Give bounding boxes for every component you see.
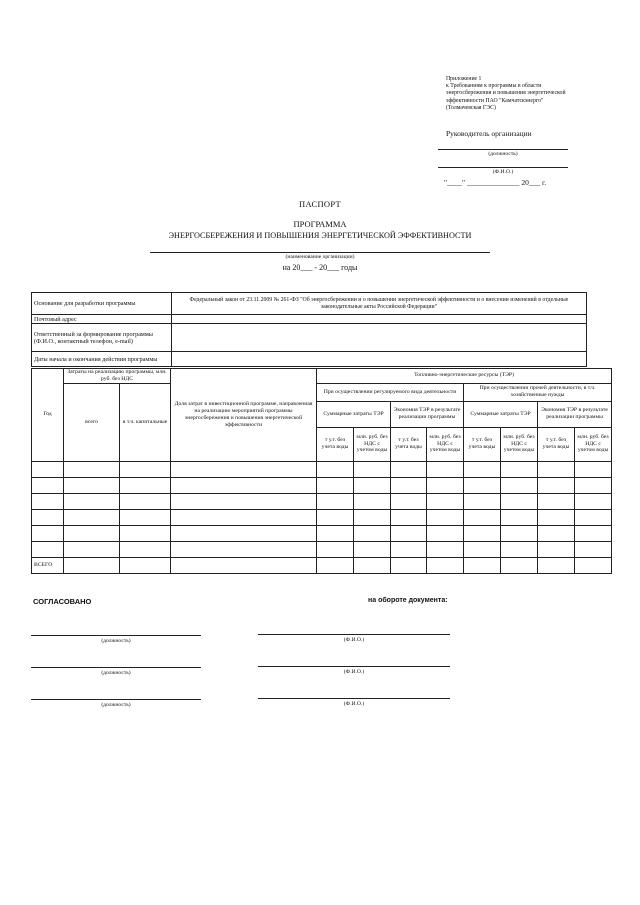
table-cell[interactable]: [120, 461, 171, 477]
total-row-label: ВСЕГО: [32, 557, 64, 573]
approval-note-line: энергосбережения и повышения энергетической: [446, 90, 566, 97]
regulated-activity-header: При осуществлении регулируемого вида деятельности: [317, 383, 464, 401]
table-row: [32, 315, 587, 324]
table-cell[interactable]: [354, 541, 391, 557]
table-cell[interactable]: [120, 509, 171, 525]
table-cell[interactable]: [538, 477, 575, 493]
other-total-costs-header: Суммарные затраты ТЭР: [464, 401, 538, 427]
approval-note-line: к Требованиям к программы в области: [446, 83, 542, 90]
costs-header: Затраты на реализацию программы, млн. руб. без НДС: [64, 369, 171, 384]
table-cell[interactable]: [32, 477, 64, 493]
position-caption: (должность): [101, 670, 131, 676]
table-cell[interactable]: [317, 525, 354, 541]
table-cell[interactable]: [464, 509, 501, 525]
table-row: [32, 525, 612, 541]
table-cell[interactable]: [354, 557, 391, 573]
approval-note: [446, 76, 590, 112]
table-cell[interactable]: [427, 509, 464, 525]
program-title: ПРОГРАММА: [293, 219, 347, 229]
table-cell[interactable]: [64, 509, 120, 525]
table-cell[interactable]: [427, 525, 464, 541]
program-years[interactable]: на 20___ - 20___ годы: [282, 263, 358, 272]
agreed-fio-line-3[interactable]: [258, 698, 450, 699]
table-cell[interactable]: [171, 477, 317, 493]
table-body: [32, 461, 612, 557]
table-cell[interactable]: [427, 493, 464, 509]
unit-header: т у.т. без учета воды: [391, 427, 427, 461]
table-cell[interactable]: [391, 541, 427, 557]
table-cell[interactable]: [354, 493, 391, 509]
fio-caption: (Ф.И.О.): [492, 169, 514, 175]
agreed-fio-line-1[interactable]: [258, 634, 450, 635]
responsible-label: Ответственный за формирование программы (Ф.И.О., контактный телефон, e-mail): [32, 324, 172, 352]
table-cell[interactable]: [354, 477, 391, 493]
table-cell[interactable]: [64, 541, 120, 557]
table-cell[interactable]: [538, 541, 575, 557]
other-savings-header: Экономия ТЭР в результате реализации программы: [538, 401, 612, 427]
fio-caption: (Ф.И.О.): [343, 637, 365, 643]
table-header-row: [32, 369, 612, 384]
table-row: [32, 461, 612, 477]
table-cell[interactable]: [501, 509, 538, 525]
table-cell[interactable]: [32, 541, 64, 557]
fio-caption: (Ф.И.О.): [343, 669, 365, 675]
table-cell[interactable]: [354, 509, 391, 525]
dates-value[interactable]: [171, 352, 586, 367]
table-cell[interactable]: [64, 477, 120, 493]
organization-caption: (наименование организации): [285, 254, 355, 260]
regulated-savings-header: Экономия ТЭР в результате реализации программы: [391, 401, 464, 427]
position-caption: (должность): [488, 151, 518, 157]
table-row: [32, 352, 587, 367]
table-cell[interactable]: [538, 493, 575, 509]
table-cell[interactable]: [317, 509, 354, 525]
table-cell[interactable]: [427, 461, 464, 477]
fio-caption: (Ф.И.О.): [343, 701, 365, 707]
agreed-position-line-3[interactable]: [31, 699, 201, 700]
basis-value: Федеральный закон от 23.11.2009 № 261-ФЗ "Об энергосбережении и о повышении энергетической эффективности и о внесении изменений в отдельные законодательные акты Российской Федерации": [171, 293, 586, 315]
unit-header: млн. руб. без НДС с учетом воды: [427, 427, 464, 461]
table-row: [32, 293, 587, 315]
table-cell[interactable]: [464, 477, 501, 493]
table-cell[interactable]: [64, 525, 120, 541]
table-header-row: [32, 383, 612, 401]
table-cell[interactable]: [464, 541, 501, 557]
unit-header: млн. руб. без НДС с учетом воды: [354, 427, 391, 461]
agreed-position-line-1[interactable]: [31, 635, 201, 636]
approval-note-line: (Толмачевская ГЭС): [446, 104, 496, 111]
program-subject: ЭНЕРГОСБЕРЕЖЕНИЯ И ПОВЫШЕНИЯ ЭНЕРГЕТИЧЕСКОЙ ЭФФЕКТИВНОСТИ: [168, 231, 472, 240]
table-cell[interactable]: [501, 525, 538, 541]
unit-header: т у.т. без учета воды: [538, 427, 575, 461]
table-cell[interactable]: [317, 461, 354, 477]
unit-header: млн. руб. без НДС с учетом воды: [575, 427, 612, 461]
table-cell[interactable]: [501, 477, 538, 493]
table-cell[interactable]: [171, 525, 317, 541]
reverse-side-label: на обороте документа:: [368, 597, 448, 604]
table-cell[interactable]: [171, 509, 317, 525]
approval-note-line: Приложение 1: [446, 76, 482, 82]
table-cell[interactable]: [538, 509, 575, 525]
table-cell[interactable]: [317, 477, 354, 493]
total-row: [32, 557, 612, 573]
table-cell[interactable]: [427, 557, 464, 573]
table-cell[interactable]: [120, 525, 171, 541]
table-cell[interactable]: [538, 461, 575, 477]
table-row: [32, 541, 612, 557]
table-cell[interactable]: [391, 493, 427, 509]
table-cell[interactable]: [575, 557, 612, 573]
table-cell[interactable]: [575, 525, 612, 541]
table-cell[interactable]: [391, 557, 427, 573]
table-row: [32, 324, 587, 352]
table-cell[interactable]: [64, 461, 120, 477]
table-cell[interactable]: [64, 493, 120, 509]
table-cell[interactable]: [391, 477, 427, 493]
program-info-table: [31, 292, 587, 367]
table-cell[interactable]: [354, 525, 391, 541]
address-value[interactable]: [171, 315, 586, 324]
table-cell[interactable]: [427, 477, 464, 493]
table-cell[interactable]: [317, 557, 354, 573]
organization-line[interactable]: [150, 252, 490, 253]
regulated-total-costs-header: Суммарные затраты ТЭР: [317, 401, 391, 427]
table-cell[interactable]: [464, 493, 501, 509]
table-cell[interactable]: [317, 493, 354, 509]
table-cell[interactable]: [171, 557, 317, 573]
table-cell[interactable]: [391, 525, 427, 541]
table-cell[interactable]: [538, 557, 575, 573]
table-cell[interactable]: [427, 541, 464, 557]
table-cell[interactable]: [501, 541, 538, 557]
agreed-position-line-2[interactable]: [31, 667, 201, 668]
table-cell[interactable]: [354, 461, 391, 477]
capital-header: в т.ч. капитальные: [120, 383, 171, 461]
agreed-fio-line-2[interactable]: [258, 666, 450, 667]
approval-note-line: эффективности ПАО "Камчатскэнерго": [446, 97, 544, 104]
position-caption: (должность): [101, 638, 131, 644]
table-cell[interactable]: [120, 477, 171, 493]
table-cell[interactable]: [120, 557, 171, 573]
table-cell[interactable]: [32, 509, 64, 525]
unit-header: млн. руб. без НДС с учетом воды: [501, 427, 538, 461]
year-header: Год: [32, 369, 64, 462]
table-row: [32, 493, 612, 509]
position-caption: (должность): [101, 702, 131, 708]
table-cell[interactable]: [501, 461, 538, 477]
table-cell[interactable]: [120, 541, 171, 557]
address-label: Почтовый адрес: [32, 315, 172, 324]
table-cell[interactable]: [171, 541, 317, 557]
approval-date[interactable]: "____" ______________ 20___ г.: [444, 178, 547, 187]
program-costs-table: [31, 368, 612, 574]
head-of-organization-label: Руководитель организации: [446, 129, 532, 138]
table-cell[interactable]: [32, 461, 64, 477]
total-header: всего: [64, 383, 120, 461]
agreed-label: СОГЛАСОВАНО: [33, 597, 92, 606]
table-cell[interactable]: [464, 525, 501, 541]
other-activity-header: При осуществлении прочей деятельности, в т.ч. хозяйственные нужды: [464, 383, 612, 401]
table-cell[interactable]: [32, 493, 64, 509]
table-cell[interactable]: [575, 477, 612, 493]
table-cell[interactable]: [64, 557, 120, 573]
table-row: [32, 477, 612, 493]
table-cell[interactable]: [171, 493, 317, 509]
fuel-resources-header: Топливно-энергетические ресурсы (ТЭР): [317, 369, 612, 384]
dates-label: Даты начала и окончания действия программы: [32, 352, 172, 367]
fio-line[interactable]: [438, 167, 568, 168]
responsible-value[interactable]: [171, 324, 586, 352]
table-cell[interactable]: [120, 493, 171, 509]
unit-header: т у.т. без учета воды: [317, 427, 354, 461]
table-cell[interactable]: [317, 541, 354, 557]
invest-share-header: Доля затрат в инвестиционной программе, направленная на реализацию мероприятий программы энергосбережения и повышения энергетической эффективности: [171, 369, 317, 462]
table-cell[interactable]: [32, 525, 64, 541]
table-cell[interactable]: [575, 509, 612, 525]
document-title: ПАСПОРТ: [299, 199, 341, 209]
unit-header: т у.т. без учета воды: [464, 427, 501, 461]
table-cell[interactable]: [464, 557, 501, 573]
table-cell[interactable]: [391, 461, 427, 477]
table-cell[interactable]: [575, 493, 612, 509]
table-cell[interactable]: [464, 461, 501, 477]
table-row: [32, 509, 612, 525]
position-line[interactable]: [438, 149, 568, 150]
basis-label: Основание для разработки программы: [32, 293, 172, 315]
table-cell[interactable]: [171, 461, 317, 477]
table-cell[interactable]: [501, 493, 538, 509]
table-cell[interactable]: [575, 541, 612, 557]
table-cell[interactable]: [575, 461, 612, 477]
table-cell[interactable]: [391, 509, 427, 525]
table-cell[interactable]: [538, 525, 575, 541]
table-cell[interactable]: [501, 557, 538, 573]
